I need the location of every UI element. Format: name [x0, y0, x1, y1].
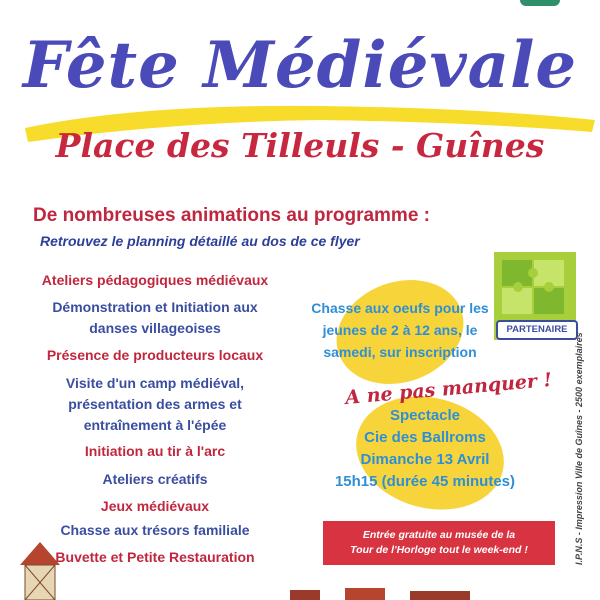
activity-item: Ateliers créatifs [102, 471, 208, 487]
rooftops-illustration [285, 585, 485, 600]
activity-item: Ateliers pédagogiques médiévaux [41, 272, 269, 288]
show-details: Spectacle Cie des Ballroms Dimanche 13 Avril 15h15 (durée 45 minutes) [334, 407, 516, 490]
activity-item: Chasse aux trésors familiale [60, 522, 250, 538]
activity-item: Buvette et Petite Restauration [55, 549, 255, 565]
location-subtitle: Place des Tilleuls - Guînes [55, 126, 545, 165]
activity-item: Visite d'un camp médiéval, présentation des armes et entraînement à l'épée [65, 375, 245, 433]
activity-item: Démonstration et Initiation aux danses villageoises [52, 299, 258, 336]
activity-item: Jeux médiévaux [100, 498, 210, 514]
page-title: Fête Médiévale [22, 28, 578, 103]
activity-item: Présence de producteurs locaux [46, 347, 264, 363]
printer-note: I.P.N.S - Impression Ville de Guînes - 2500 exemplaires [574, 332, 584, 565]
activity-item: Initiation au tir à l'arc [84, 443, 226, 459]
highlight-label: A ne pas manquer ! [344, 369, 553, 409]
corner-decoration [520, 0, 560, 6]
program-subheading: Retrouvez le planning détaillé au dos de ce flyer [40, 233, 360, 249]
tower-illustration [15, 540, 65, 600]
egg-hunt-text: Chasse aux oeufs pour les jeunes de 2 à 12 ans, le samedi, sur inscription [311, 300, 489, 360]
puzzle-icon [494, 252, 576, 322]
partner-badge: PARTENAIRE [496, 320, 578, 340]
program-heading: De nombreuses animations au programme : [33, 205, 430, 226]
museum-banner: Entrée gratuite au musée de la Tour de l'Horloge tout le week-end ! [323, 521, 555, 565]
